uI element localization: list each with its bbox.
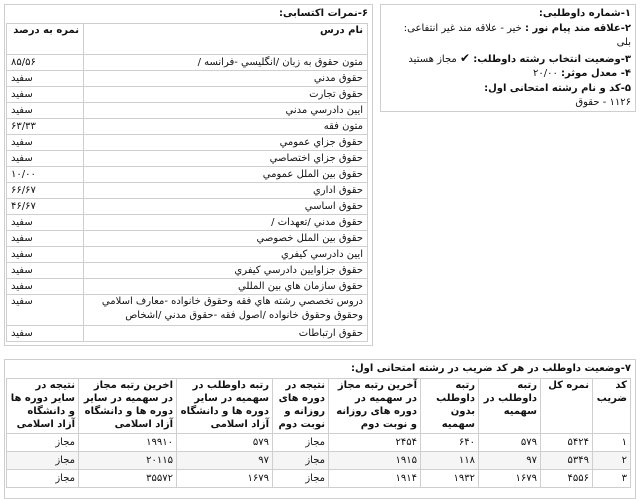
course-grade: سفيد xyxy=(7,326,84,342)
status-column-header: رتبه داوطلب بدون سهمیه xyxy=(421,379,479,434)
course-grade: ۴۶/۶۷ xyxy=(7,199,84,215)
status-title: ۷-وضعیت داوطلب در هر کد ضریب در رشته امتحانی اول: xyxy=(351,363,631,374)
checkmark-icon: ✔ xyxy=(459,50,471,65)
grade-row xyxy=(7,183,368,199)
course-name: حقوق جزاي عمومي xyxy=(84,135,368,151)
course-grade: سفيد xyxy=(7,87,84,103)
status-row xyxy=(7,434,631,452)
course-grade: سفيد xyxy=(7,231,84,247)
course-name: دروس تخصصي رشته هاي فقه وحقوق خانواده -معارف اسلامي وحقوق وحقوق خانواده /اصول فقه -حقوق مدني /اشخاص xyxy=(84,295,368,326)
grades-header-row xyxy=(7,24,368,55)
status-column-header: آخرین رتبه مجاز در سهمیه در دوره های روزانه و نوبت دوم xyxy=(329,379,421,434)
course-grade: سفيد xyxy=(7,135,84,151)
course-grade: ۱۰/۰۰ xyxy=(7,167,84,183)
course-grade: سفيد xyxy=(7,263,84,279)
course-name: حقوق بين الملل عمومي xyxy=(84,167,368,183)
grade-row xyxy=(7,135,368,151)
course-name: ايين دادرسي مدني xyxy=(84,103,368,119)
status-cell: ۳ xyxy=(593,470,631,488)
course-name: ايين دادرسي كيفري xyxy=(84,247,368,263)
first-exam-field-label: ۵-کد و نام رشته امتحانی اول: xyxy=(484,82,631,94)
status-column-header: کد ضریب xyxy=(593,379,631,434)
status-row xyxy=(7,470,631,488)
grade-row xyxy=(7,119,368,135)
course-grade: سفيد xyxy=(7,215,84,231)
grades-table xyxy=(6,23,368,342)
status-cell: ۱۹۳۲ xyxy=(421,470,479,488)
grades-box xyxy=(4,4,373,346)
course-grade: ۶۳/۳۳ xyxy=(7,119,84,135)
grade-row xyxy=(7,326,368,342)
applicant-number-line xyxy=(385,7,631,22)
course-name: حقوق اساسي xyxy=(84,199,368,215)
status-cell: ۱۶۷۹ xyxy=(177,470,273,488)
course-grade: سفيد xyxy=(7,103,84,119)
grade-row xyxy=(7,231,368,247)
course-name: حقوق ارتباطات xyxy=(84,326,368,342)
grade-row xyxy=(7,199,368,215)
effective-gpa-line xyxy=(385,67,631,82)
course-name: متون فقه xyxy=(84,119,368,135)
grade-row xyxy=(7,247,368,263)
status-cell: ۳۵۵۷۲ xyxy=(79,470,177,488)
field-selection-status-line xyxy=(385,51,631,68)
status-cell: ۵۷۹ xyxy=(479,434,541,452)
grade-row xyxy=(7,295,368,326)
payam-noor-interest-label: ۲-علاقه مند پیام نور : xyxy=(525,22,631,34)
grade-row xyxy=(7,71,368,87)
grade-row xyxy=(7,167,368,183)
course-name: حقوق اداري xyxy=(84,183,368,199)
course-name: حقوق جزاي اختصاصي xyxy=(84,151,368,167)
status-table xyxy=(6,378,631,488)
course-name: حقوق تجارت xyxy=(84,87,368,103)
status-column-header: رتبه داوطلب در سهمیه xyxy=(479,379,541,434)
grade-row xyxy=(7,263,368,279)
grades-title: ۶-نمرات اکتسابی: xyxy=(278,8,368,19)
status-cell: ۹۷ xyxy=(177,452,273,470)
applicant-number-label: ۱-شماره داوطلبی: xyxy=(538,8,631,19)
status-cell: ۹۷ xyxy=(479,452,541,470)
course-name: حقوق مدني /تعهدات / xyxy=(84,215,368,231)
status-cell: ۱۹۱۵ xyxy=(329,452,421,470)
first-exam-field-value: ۱۱۲۶ - حقوق xyxy=(575,97,631,108)
grade-row xyxy=(7,55,368,71)
payam-noor-interest-value: خیر - علاقه مند غیر انتفاعی: xyxy=(403,22,526,34)
status-cell: مجاز xyxy=(273,434,329,452)
status-cell: ۵۳۴۹ xyxy=(541,452,593,470)
grade-percent-header: نمره به درصد xyxy=(7,24,84,55)
applicant-info-box xyxy=(380,4,636,112)
status-box xyxy=(4,359,636,499)
status-cell: ۲ xyxy=(593,452,631,470)
field-selection-status-value: مجاز هستید xyxy=(408,53,457,65)
course-grade: سفيد xyxy=(7,247,84,263)
status-cell: ۵۴۲۴ xyxy=(541,434,593,452)
status-table-body xyxy=(7,434,631,488)
course-grade: سفيد xyxy=(7,279,84,295)
status-cell: ۲۰۱۱۵ xyxy=(79,452,177,470)
field-selection-status-label: ۳-وضعیت انتخاب رشته داوطلب: xyxy=(473,53,631,65)
course-name: حقوق بين الملل خصوصي xyxy=(84,231,368,247)
grade-row xyxy=(7,87,368,103)
course-grade: سفيد xyxy=(7,71,84,87)
course-grade: ۸۵/۵۶ xyxy=(7,55,84,71)
status-column-header: نتیجه در سایر دوره ها و دانشگاه آزاد اسلامی xyxy=(7,379,79,434)
status-cell: ۵۷۹ xyxy=(177,434,273,452)
status-cell: ۱ xyxy=(593,434,631,452)
status-column-header: رتبه داوطلب در سهمیه در سایر دوره ها و دانشگاه آزاد اسلامی xyxy=(177,379,273,434)
course-name-header: نام درس xyxy=(84,24,368,55)
status-cell: ۱۹۹۱۰ xyxy=(79,434,177,452)
course-name: حقوق جزاوايين دادرسي كيفري xyxy=(84,263,368,279)
course-grade: سفيد xyxy=(7,295,84,326)
status-column-header: نتیجه در دوره های روزانه و نوبت دوم xyxy=(273,379,329,434)
grade-row xyxy=(7,103,368,119)
status-row xyxy=(7,452,631,470)
course-name: حقوق سازمان هاي بين المللي xyxy=(84,279,368,295)
status-cell: مجاز xyxy=(7,434,79,452)
status-cell: ۱۹۱۴ xyxy=(329,470,421,488)
first-exam-field-line xyxy=(385,82,631,97)
effective-gpa-value: ۲۰/۰۰ xyxy=(533,68,562,79)
status-cell: مجاز xyxy=(273,470,329,488)
status-column-header: نمره کل xyxy=(541,379,593,434)
course-name: حقوق مدني xyxy=(84,71,368,87)
grade-row xyxy=(7,151,368,167)
effective-gpa-label: ۴- معدل موثر: xyxy=(561,68,631,79)
grade-row xyxy=(7,215,368,231)
status-cell: مجاز xyxy=(273,452,329,470)
grades-table-body xyxy=(7,55,368,342)
payam-noor-interest-line xyxy=(385,22,631,37)
status-cell: مجاز xyxy=(7,470,79,488)
status-cell: ۴۵۵۶ xyxy=(541,470,593,488)
status-cell: ۲۴۵۴ xyxy=(329,434,421,452)
status-column-header: اخرین رتبه مجاز در سهمیه در سایر دوره ها و دانشگاه آزاد اسلامی xyxy=(79,379,177,434)
course-grade: ۶۶/۶۷ xyxy=(7,183,84,199)
status-cell: مجاز xyxy=(7,452,79,470)
status-cell: ۶۴۰ xyxy=(421,434,479,452)
course-grade: سفيد xyxy=(7,151,84,167)
status-header-row xyxy=(7,379,631,434)
status-cell: ۱۱۸ xyxy=(421,452,479,470)
status-cell: ۱۶۷۹ xyxy=(479,470,541,488)
course-name: متون حقوق به زبان /انگلیسي -فرانسه / xyxy=(84,55,368,71)
grade-row xyxy=(7,279,368,295)
non-profit-interest-value: بلی xyxy=(616,37,631,48)
